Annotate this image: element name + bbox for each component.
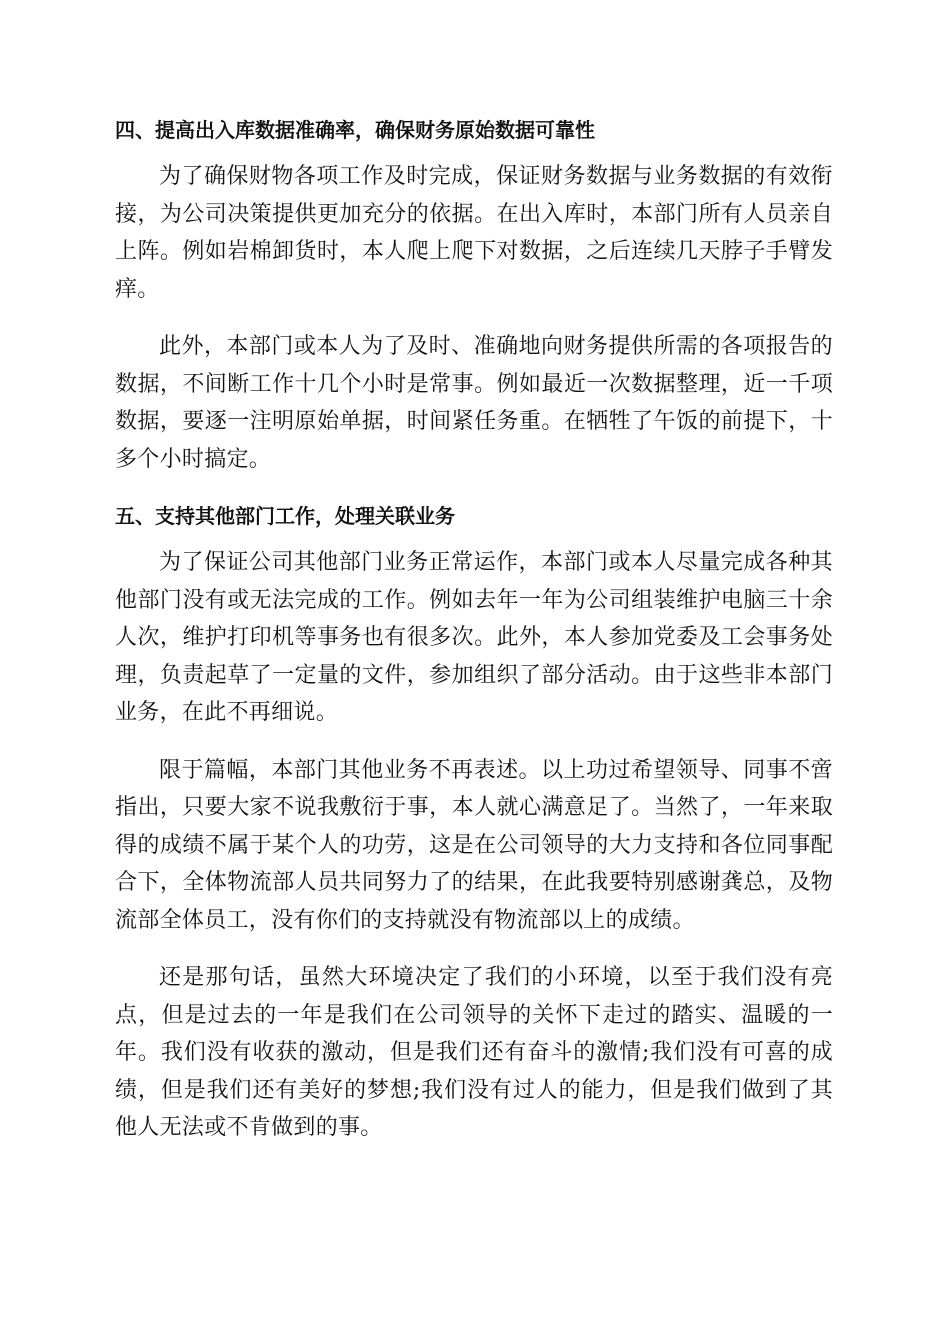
paragraph: 限于篇幅，本部门其他业务不再表述。以上功过希望领导、同事不啻指出，只要大家不说我敷衍于事，本人就心满意足了。当然了，一年来取得的成绩不属于某个人的功劳，这是在公司领导的大力支持和各位同事配合下，全体物流部人员共同努力了的结果，在此我要特别感谢龚总，及物流部全体员工，没有你们的支持就没有物流部以上的成绩。: [115, 757, 833, 933]
section-4: [115, 112, 833, 478]
paragraph: 为了确保财物各项工作及时完成，保证财务数据与业务数据的有效衔接，为公司决策提供更加充分的依据。在出入库时，本部门所有人员亲自上阵。例如岩棉卸货时，本人爬上爬下对数据，之后连续几天脖子手臂发痒。: [115, 164, 833, 302]
paragraph: 为了保证公司其他部门业务正常运作，本部门或本人尽量完成各种其他部门没有或无法完成的工作。例如去年一年为公司组装维护电脑三十余人次，维护打印机等事务也有很多次。此外，本人参加党委及工会事务处理，负责起草了一定量的文件，参加组织了部分活动。由于这些非本部门业务，在此不再细说。: [115, 550, 833, 725]
document-body: [115, 112, 833, 1167]
section-5: [115, 498, 833, 1147]
paragraph: 还是那句话，虽然大环境决定了我们的小环境，以至于我们没有亮点，但是过去的一年是我们在公司领导的关怀下走过的踏实、温暖的一年。我们没有收获的激动，但是我们还有奋斗的激情;我们没有可喜的成绩，但是我们还有美好的梦想;我们没有过人的能力，但是我们做到了其他人无法或不肯做到的事。: [115, 965, 833, 1140]
section-heading: 五、支持其他部门工作，处理关联业务: [115, 504, 455, 528]
section-heading: 四、提高出入库数据准确率，确保财务原始数据可靠性: [115, 118, 595, 142]
paragraph: 此外，本部门或本人为了及时、准确地向财务提供所需的各项报告的数据，不间断工作十几个小时是常事。例如最近一次数据整理，近一千项数据，要逐一注明原始单据，时间紧任务重。在牺牲了午饭的前提下，十多个小时搞定。: [115, 334, 833, 472]
